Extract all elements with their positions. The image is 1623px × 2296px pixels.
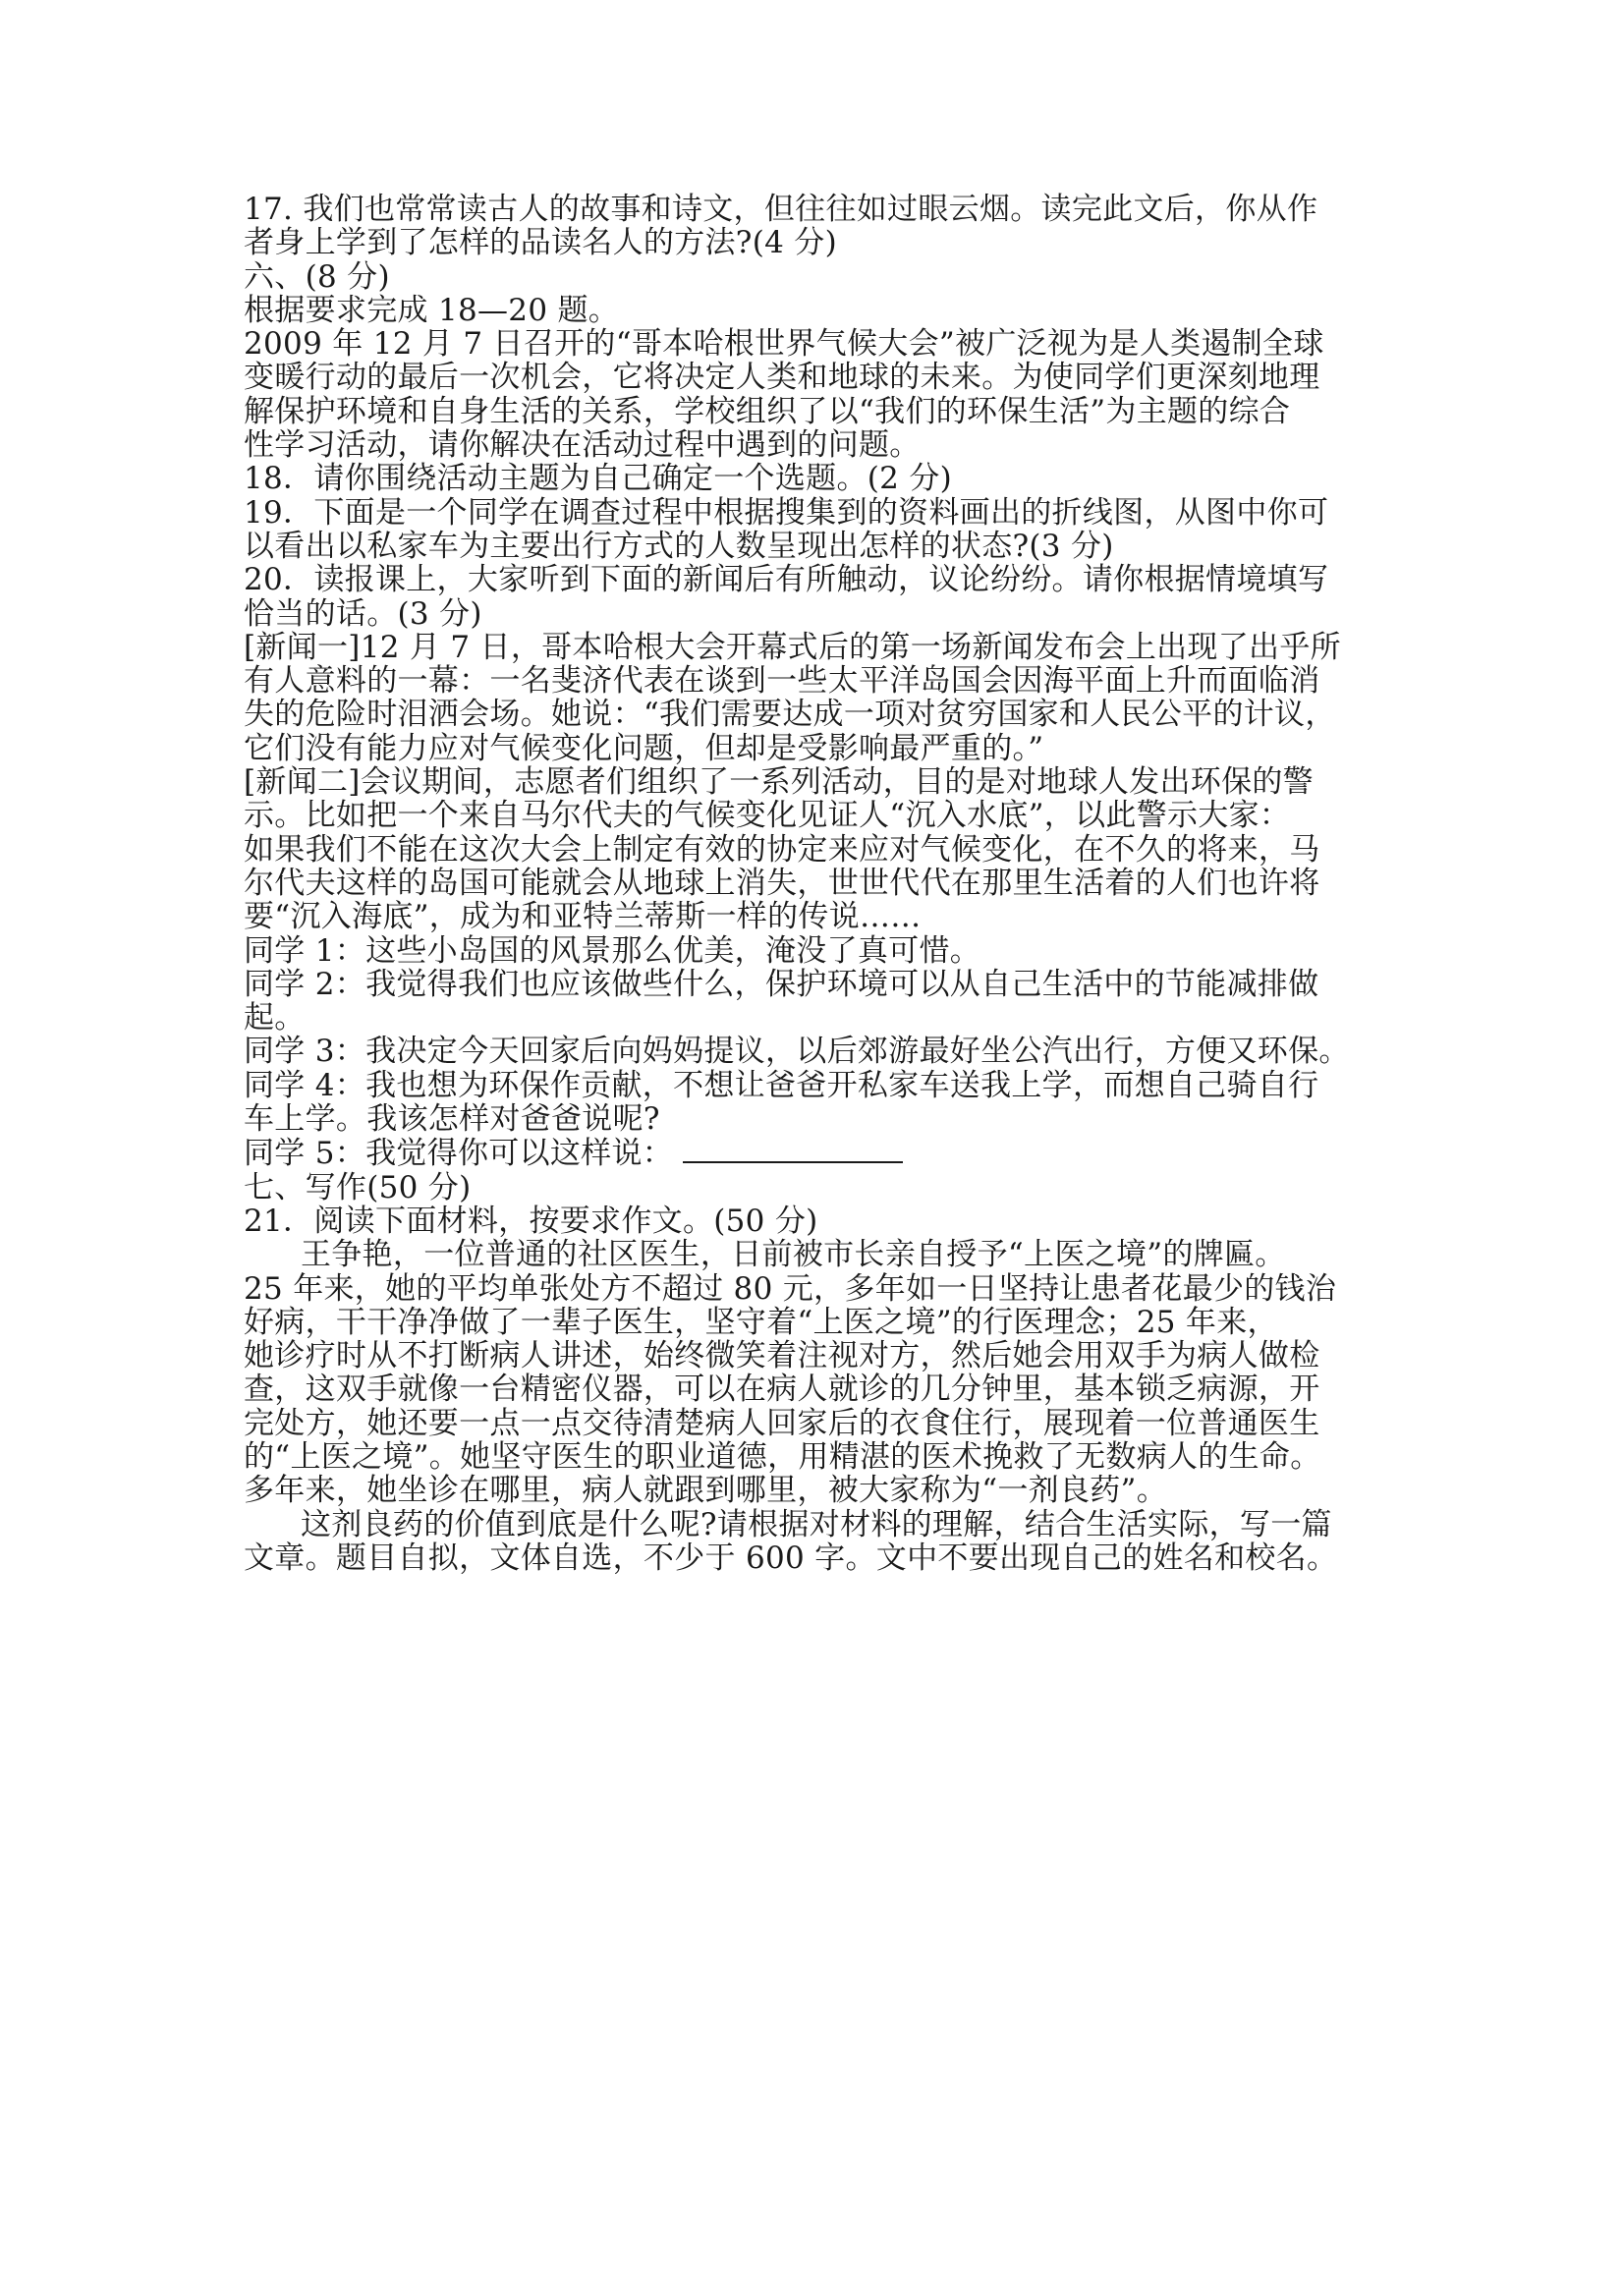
news-1-line-2: 有人意料的一幕：一名斐济代表在谈到一些太平洋岛国会因海平面上升而面临消 xyxy=(244,663,1320,700)
material-line-8: 多年来，她坐诊在哪里，病人就跟到哪里，被大家称为“一剂良药”。 xyxy=(244,1473,1167,1509)
question-19-line-2: 以看出以私家车为主要出行方式的人数呈现出怎样的状态?(3 分) xyxy=(244,528,1114,564)
intro-line-3: 解保护环境和自身生活的关系，学校组织了以“我们的环保生活”为主题的综合 xyxy=(244,393,1291,429)
intro-line-4: 性学习活动，请你解决在活动过程中遇到的问题。 xyxy=(244,427,921,464)
section-7-heading: 七、写作(50 分) xyxy=(244,1169,472,1205)
question-21: 21．阅读下面材料，按要求作文。(50 分) xyxy=(244,1203,818,1239)
classmate-5 xyxy=(244,1136,1387,1170)
classmate-3: 同学 3：我决定今天回家后向妈妈提议，以后郊游最好坐公汽出行，方便又环保。 xyxy=(244,1034,1350,1070)
material-line-4: 她诊疗时从不打断病人讲述，始终微笑着注视对方，然后她会用双手为病人做检 xyxy=(244,1338,1320,1374)
intro-line-2: 变暖行动的最后一次机会，它将决定人类和地球的未来。为使同学们更深刻地理 xyxy=(244,360,1320,396)
news-2-line-5: 要“沉入海底”，成为和亚特兰蒂斯一样的传说…… xyxy=(244,899,922,935)
document-page xyxy=(244,193,1387,1575)
news-2-line-2: 示。比如把一个来自马尔代夫的气候变化见证人“沉入水底”，以此警示大家： xyxy=(244,798,1291,834)
material-line-6: 完处方，她还要一点一点交待清楚病人回家后的衣食住行，展现着一位普通医生 xyxy=(244,1405,1320,1441)
question-18: 18．请你围绕活动主题为自己确定一个选题。(2 分) xyxy=(244,461,953,497)
material-line-1: 王争艳，一位普通的社区医生，日前被市长亲自授予“上医之境”的牌匾。 xyxy=(301,1237,1286,1273)
material-line-3: 好病，干干净净做了一辈子医生，坚守着“上医之境”的行医理念；25 年来， xyxy=(244,1304,1278,1340)
classmate-5-text: 同学 5：我觉得你可以这样说： xyxy=(244,1136,674,1172)
material-line-5: 查，这双手就像一台精密仪器，可以在病人就诊的几分钟里，基本锁乏病源，开 xyxy=(244,1372,1320,1408)
news-2-line-4: 尔代夫这样的岛国可能就会从地球上消失，世世代代在那里生活着的人们也许将 xyxy=(244,865,1320,901)
answer-blank[interactable] xyxy=(683,1136,903,1163)
question-20-line-1: 20．读报课上，大家听到下面的新闻后有所触动，议论纷纷。请你根据情境填写 xyxy=(244,562,1329,598)
news-2-line-3: 如果我们不能在这次大会上制定有效的协定来应对气候变化，在不久的将来，马 xyxy=(244,831,1320,868)
prompt-line-2: 文章。题目自拟，文体自选，不少于 600 字。文中不要出现自己的姓名和校名。 xyxy=(244,1540,1338,1576)
classmate-2-line-1: 同学 2：我觉得我们也应该做些什么，保护环境可以从自己生活中的节能减排做 xyxy=(244,966,1319,1002)
classmate-2-line-2: 起。 xyxy=(244,1000,306,1036)
section-6-instruction: 根据要求完成 18—20 题。 xyxy=(244,292,620,328)
question-17-line-1: 17. 我们也常常读古人的故事和诗文，但往往如过眼云烟。读完此文后，你从作 xyxy=(244,192,1318,227)
question-17-line-2: 者身上学到了怎样的品读名人的方法?(4 分) xyxy=(244,225,837,261)
classmate-4-line-1: 同学 4：我也想为环保作贡献，不想让爸爸开私家车送我上学，而想自己骑自行 xyxy=(244,1067,1319,1103)
news-1-line-4: 它们没有能力应对气候变化问题，但却是受影响最严重的。” xyxy=(244,730,1044,766)
prompt-line-1: 这剂良药的价值到底是什么呢?请根据对材料的理解，结合生活实际，写一篇 xyxy=(301,1506,1332,1542)
news-2-line-1: [新闻二]会议期间，志愿者们组织了一系列活动，目的是对地球人发出环保的警 xyxy=(244,764,1314,801)
intro-line-1: 2009 年 12 月 7 日召开的“哥本哈根世界气候大会”被广泛视为是人类遏制全球 xyxy=(244,326,1324,363)
news-1-line-3: 失的危险时泪洒会场。她说：“我们需要达成一项对贫穷国家和人民公平的计议， xyxy=(244,697,1336,733)
material-line-2: 25 年来，她的平均单张处方不超过 80 元，多年如一日坚持让患者花最少的钱治 xyxy=(244,1270,1337,1307)
section-6-heading: 六、(8 分) xyxy=(244,258,390,295)
question-20-line-2: 恰当的话。(3 分) xyxy=(244,595,482,632)
classmate-4-line-2: 车上学。我该怎样对爸爸说呢? xyxy=(244,1101,660,1138)
classmate-1: 同学 1：这些小岛国的风景那么优美，淹没了真可惜。 xyxy=(244,932,981,969)
question-19-line-1: 19．下面是一个同学在调查过程中根据搜集到的资料画出的折线图，从图中你可 xyxy=(244,494,1329,531)
news-1-line-1: [新闻一]12 月 7 日，哥本哈根大会开幕式后的第一场新闻发布会上出现了出乎所 xyxy=(244,629,1341,665)
material-line-7: 的“上医之境”。她坚守医生的职业道德，用精湛的医术挽救了无数病人的生命。 xyxy=(244,1438,1321,1475)
